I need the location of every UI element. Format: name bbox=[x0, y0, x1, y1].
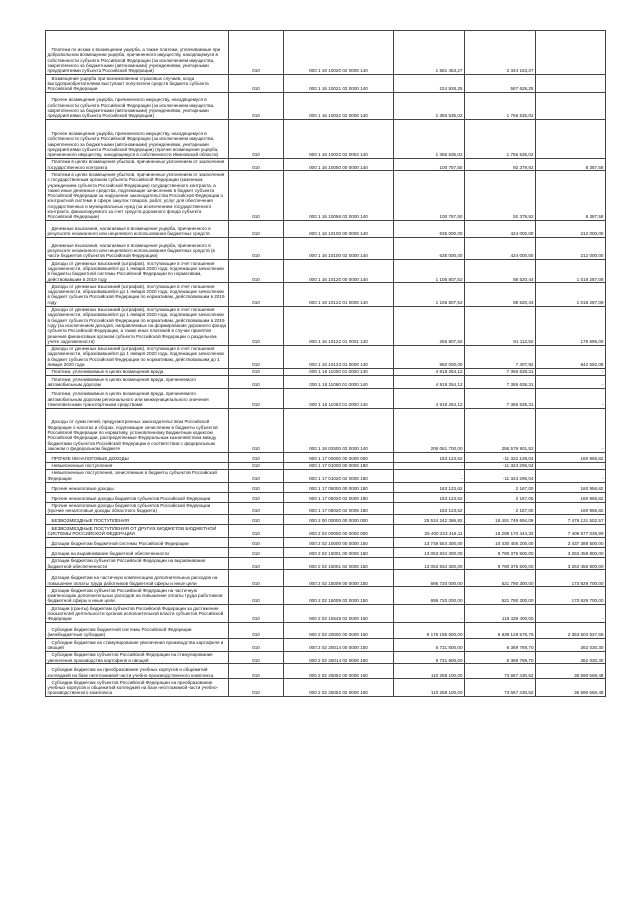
cell-name: Доходы от сумм пеней, предусмотренных законодательством Российской Федерации о налогах и сборах, подлежащие зачислению в бюджеты субъектов Российской Федерации по нормативу, установленному Бюджетным кодексом Российской Федерации, распределяемые Федеральным казначейством между бюджетами субъектов Российской Федерации в соответствии с федеральным законом о федеральном бюджете bbox=[46, 408, 229, 452]
cell-name: Дотации бюджетам субъектов Российской Федерации на выравнивание бюджетной обеспеченности bbox=[46, 557, 229, 570]
cell-v3: 3 437 388 500,00 bbox=[536, 537, 606, 547]
cell-v1: 695 720 000,00 bbox=[394, 570, 465, 587]
cell-kbk: 000 1 16 10020 02 0000 140 bbox=[284, 31, 394, 75]
cell-kbk: 000 1 16 10100 00 0000 140 bbox=[284, 221, 394, 238]
cell-v1: - bbox=[394, 605, 465, 623]
cell-v3: 362 030,30 bbox=[536, 639, 606, 652]
cell-v3: - bbox=[536, 376, 606, 389]
cell-v1: 110 258 100,00 bbox=[394, 679, 465, 697]
cell-code: 010 bbox=[229, 462, 284, 469]
cell-name: Доходы от денежных взысканий (штрафов), поступающие в счет погашения задолженности, образовавшейся до 1 января 2020 года, подлежащие зачислению в бюджеты бюджетной системы Российской Федерации по нормативам, действовавшим в 2019 году bbox=[46, 260, 229, 283]
cell-v1: 13 053 834 300,00 bbox=[394, 557, 465, 570]
cell-v3 bbox=[536, 119, 606, 158]
table-row bbox=[46, 260, 606, 283]
cell-code: 010 bbox=[229, 306, 284, 345]
cell-code: 010 bbox=[229, 651, 284, 664]
cell-v3: - bbox=[536, 469, 606, 482]
cell-v1: 4 919 264,12 bbox=[394, 376, 465, 389]
table-row bbox=[46, 452, 606, 462]
cell-kbk: 000 2 02 15549 02 0000 150 bbox=[284, 605, 394, 623]
cell-name: БЕЗВОЗМЕЗДНЫЕ ПОСТУПЛЕНИЯ ОТ ДРУГИХ БЮДЖЕТОВ БЮДЖЕТНОЙ СИСТЕМЫ РОССИЙСКОЙ ФЕДЕРАЦИИ bbox=[46, 525, 229, 538]
cell-v3: 173 929 700,00 bbox=[536, 587, 606, 605]
cell-v3: - bbox=[536, 388, 606, 408]
cell-kbk: 000 2 02 15001 02 0000 150 bbox=[284, 557, 394, 570]
cell-v2: -11 324 296,04 bbox=[465, 469, 536, 482]
cell-v2: 92 379,92 bbox=[465, 171, 536, 221]
table-row bbox=[46, 570, 606, 587]
cell-code: 010 bbox=[229, 492, 284, 502]
cell-code: 010 bbox=[229, 31, 284, 75]
table-row bbox=[46, 92, 606, 119]
cell-name: Невыясненные поступления bbox=[46, 462, 229, 469]
cell-kbk: 000 1 16 11000 01 0000 140 bbox=[284, 368, 394, 375]
cell-v1: 636 000,00 bbox=[394, 238, 465, 260]
cell-name: Субсидии бюджетам субъектов Российской Федерации на преобразование учебных корпусов и общежитий колледжей на базе неотложимой части учебно-производственного комплекса bbox=[46, 679, 229, 697]
cell-name: Дотации бюджетам субъектов Российской Федерации на частичную компенсацию дополнительных расходов на повышение оплаты труда работников бюджетной сферы и иные цели bbox=[46, 587, 229, 605]
cell-v3: 842 592,08 bbox=[536, 345, 606, 368]
cell-v3: 160 956,82 bbox=[536, 492, 606, 502]
table-row bbox=[46, 368, 606, 375]
cell-kbk: 000 2 02 25014 00 0000 150 bbox=[284, 639, 394, 652]
cell-v1: 224 928,25 bbox=[394, 75, 465, 93]
cell-v1: 1 356 535,02 bbox=[394, 119, 465, 158]
cell-code: 010 bbox=[229, 605, 284, 623]
cell-v2: -11 324 296,04 bbox=[465, 462, 536, 469]
cell-name: Прочие неналоговые доходы бюджетов субъектов Российской Федерации (прочие неналоговые доходы областного бюджета) bbox=[46, 502, 229, 515]
cell-v3: 3 263 458 800,00 bbox=[536, 557, 606, 570]
table-row bbox=[46, 158, 606, 171]
cell-v1: 850 000,00 bbox=[394, 345, 465, 368]
cell-kbk: 000 2 00 00000 00 0000 000 bbox=[284, 515, 394, 525]
cell-v2: 6 369 769,70 bbox=[465, 651, 536, 664]
cell-v3: 36 590 669,48 bbox=[536, 664, 606, 679]
cell-code: 010 bbox=[229, 482, 284, 492]
cell-v3: 362 030,30 bbox=[536, 651, 606, 664]
cell-v3: 160 956,82 bbox=[536, 502, 606, 515]
table-row bbox=[46, 639, 606, 652]
cell-code: 010 bbox=[229, 547, 284, 557]
cell-v1: 1 106 807,52 bbox=[394, 283, 465, 306]
cell-kbk: 000 2 02 25052 00 0000 150 bbox=[284, 664, 394, 679]
cell-kbk: 000 1 16 10022 02 0052 140 bbox=[284, 119, 394, 158]
table-row bbox=[46, 283, 606, 306]
cell-code: 010 bbox=[229, 525, 284, 538]
cell-kbk: 000 2 02 15009 00 0000 150 bbox=[284, 570, 394, 587]
cell-v3: 3 263 458 800,00 bbox=[536, 547, 606, 557]
cell-kbk: 000 2 02 15009 02 0000 150 bbox=[284, 587, 394, 605]
cell-kbk: 000 2 02 20000 00 0000 150 bbox=[284, 623, 394, 639]
cell-v2: 2 167,00 bbox=[465, 492, 536, 502]
cell-v3: 160 956,82 bbox=[536, 482, 606, 492]
cell-v1: 256 807,52 bbox=[394, 306, 465, 345]
cell-v2: 1 756 535,02 bbox=[465, 92, 536, 119]
cell-code: 010 bbox=[229, 570, 284, 587]
table-row bbox=[46, 31, 606, 75]
cell-kbk: 000 1 17 05000 00 0000 180 bbox=[284, 482, 394, 492]
cell-code: 010 bbox=[229, 368, 284, 375]
table-row bbox=[46, 238, 606, 260]
cell-name: Платежи, уплачиваемые в целях возмещения вреда, причиняемого автомобильным дорогам bbox=[46, 376, 229, 389]
cell-v1: 1 581 463,27 bbox=[394, 31, 465, 75]
cell-code: 010 bbox=[229, 537, 284, 547]
cell-v1: - bbox=[394, 462, 465, 469]
cell-v2: 88 520,44 bbox=[465, 283, 536, 306]
cell-v3: 8 387,58 bbox=[536, 158, 606, 171]
table-row bbox=[46, 623, 606, 639]
cell-kbk: 000 1 17 00000 00 0000 000 bbox=[284, 452, 394, 462]
table-row bbox=[46, 306, 606, 345]
cell-name: Доходы от денежных взысканий (штрафов), поступающие в счет погашения задолженности, образовавшейся до 1 января 2020 года, подлежащие зачислению в бюджет субъекта Российской Федерации по нормативам, действовавшим до 1 января 2020 года bbox=[46, 345, 229, 368]
cell-v1: 163 123,62 bbox=[394, 452, 465, 462]
cell-v3: - bbox=[536, 605, 606, 623]
cell-kbk: 000 1 16 10021 02 0000 140 bbox=[284, 75, 394, 93]
cell-code: 010 bbox=[229, 408, 284, 452]
table-row bbox=[46, 664, 606, 679]
cell-v3: 1 018 287,08 bbox=[536, 283, 606, 306]
income-table-body bbox=[46, 31, 606, 697]
cell-name: Возмещение ущерба при возникновении страховых случаев, когда выгодоприобретателями выступают получатели средств бюджета субъекта Российской Федерации bbox=[46, 75, 229, 93]
cell-v3: 1 018 287,08 bbox=[536, 260, 606, 283]
table-row bbox=[46, 515, 606, 525]
cell-kbk: 000 1 18 02500 02 0000 140 bbox=[284, 408, 394, 452]
table-row bbox=[46, 605, 606, 623]
cell-code: 010 bbox=[229, 557, 284, 570]
cell-name: Дотации на выравнивание бюджетной обеспеченности bbox=[46, 547, 229, 557]
cell-v1: 6 731 600,00 bbox=[394, 651, 465, 664]
cell-name: Прочее возмещение ущерба, причиненного имуществу, находящемуся в собственности субъекта Российской Федерации (за исключением имущества, закрепленного за бюджетными (автономными) учреждениями, унитарными предприятиями субъекта Российской Федерации) bbox=[46, 92, 229, 119]
cell-v2: 7 365 638,31 bbox=[465, 376, 536, 389]
cell-v1: 25 524 242 386,92 bbox=[394, 515, 465, 525]
table-row bbox=[46, 525, 606, 538]
cell-code: 010 bbox=[229, 679, 284, 697]
cell-v2: 7 365 638,31 bbox=[465, 388, 536, 408]
cell-v2: 18 491 749 694,09 bbox=[465, 515, 536, 525]
table-row bbox=[46, 388, 606, 408]
cell-name: Субсидии бюджетам субъектов Российской Федерации на стимулирование увеличения производства картофеля и овощей bbox=[46, 651, 229, 664]
cell-name: Денежные взыскания, налагаемые в возмещение ущерба, причиненного в результате незаконного или нецелевого использования бюджетных средств (в части бюджетов субъектов Российской Федерации) bbox=[46, 238, 229, 260]
cell-name: Субсидии бюджетам на стимулирование увеличения производства картофеля и овощей bbox=[46, 639, 229, 652]
cell-kbk: 000 2 02 25014 02 0000 150 bbox=[284, 651, 394, 664]
cell-v2: 521 790 300,00 bbox=[465, 570, 536, 587]
cell-kbk: 000 1 16 10122 01 0000 140 bbox=[284, 283, 394, 306]
cell-v1: 1 106 807,52 bbox=[394, 260, 465, 283]
cell-v2: 6 369 769,70 bbox=[465, 639, 536, 652]
cell-code: 010 bbox=[229, 238, 284, 260]
table-row bbox=[46, 502, 606, 515]
cell-v3: 175 695,00 bbox=[536, 306, 606, 345]
cell-v3 bbox=[536, 75, 606, 93]
table-row bbox=[46, 171, 606, 221]
cell-kbk: 000 1 17 01020 02 0000 180 bbox=[284, 469, 394, 482]
cell-kbk: 000 2 02 10000 00 0000 150 bbox=[284, 537, 394, 547]
table-row bbox=[46, 345, 606, 368]
cell-v3: 2 353 503 637,68 bbox=[536, 623, 606, 639]
cell-v2: 118 439 400,00 bbox=[465, 605, 536, 623]
cell-v1: 163 123,62 bbox=[394, 492, 465, 502]
income-table bbox=[45, 30, 606, 697]
cell-v2: 2 344 163,27 bbox=[465, 31, 536, 75]
cell-v2: -11 322 129,04 bbox=[465, 452, 536, 462]
cell-v2: 7 407,92 bbox=[465, 345, 536, 368]
cell-v3: 160 956,82 bbox=[536, 452, 606, 462]
cell-v2: 73 667 430,52 bbox=[465, 679, 536, 697]
cell-v2: 424 000,00 bbox=[465, 221, 536, 238]
cell-v3: 173 929 700,00 bbox=[536, 570, 606, 587]
cell-v3: 7 409 577 039,99 bbox=[536, 525, 606, 538]
cell-kbk: 000 1 16 10120 00 0000 140 bbox=[284, 260, 394, 283]
cell-kbk: 000 1 17 01000 00 0000 180 bbox=[284, 462, 394, 469]
cell-kbk: 000 1 16 11063 01 0000 140 bbox=[284, 388, 394, 408]
cell-name: БЕЗВОЗМЕЗДНЫЕ ПОСТУПЛЕНИЯ bbox=[46, 515, 229, 525]
cell-v1: 25 400 223 416,11 bbox=[394, 525, 465, 538]
table-row bbox=[46, 221, 606, 238]
cell-name: Невыясненные поступления, зачисляемые в бюджеты субъектов Российской Федерации bbox=[46, 469, 229, 482]
cell-v3: - bbox=[536, 462, 606, 469]
table-row bbox=[46, 119, 606, 158]
cell-code: 010 bbox=[229, 587, 284, 605]
cell-name: Доходы от денежных взысканий (штрафов), поступающие в счет погашения задолженности, образовавшейся до 1 января 2020 года, подлежащие зачислению в бюджет субъекта Российской Федерации по нормативам, действовавшим в 2019 году (за исключением доходов, направляемых на формирование дорожного фонда субъекта Российской Федерации, а также иных платежей в случае принятия решения финансовым органом субъекта Российской Федерации о раздельном учете задолженности) bbox=[46, 306, 229, 345]
cell-v1: 4 919 264,12 bbox=[394, 368, 465, 375]
cell-code: 010 bbox=[229, 92, 284, 119]
cell-name: Денежные взыскания, налагаемые в возмещение ущерба, причиненного в результате незаконного или нецелевого использования бюджетных средств bbox=[46, 221, 229, 238]
cell-v1: 636 000,00 bbox=[394, 221, 465, 238]
cell-code: 010 bbox=[229, 345, 284, 368]
cell-v2: 18 299 170 444,33 bbox=[465, 525, 536, 538]
table-row bbox=[46, 547, 606, 557]
cell-v1: 100 767,50 bbox=[394, 158, 465, 171]
cell-v2: 81 112,52 bbox=[465, 306, 536, 345]
cell-v2: 1 756 535,02 bbox=[465, 119, 536, 158]
cell-v3 bbox=[536, 31, 606, 75]
cell-v2: 7 365 638,31 bbox=[465, 368, 536, 375]
table-row bbox=[46, 651, 606, 664]
cell-v3: 7 476 131 502,57 bbox=[536, 515, 606, 525]
table-row bbox=[46, 587, 606, 605]
cell-v3 bbox=[536, 92, 606, 119]
cell-v3: 212 000,00 bbox=[536, 238, 606, 260]
cell-v1: 13 749 554 300,00 bbox=[394, 537, 465, 547]
cell-v1: - bbox=[394, 469, 465, 482]
cell-v2: 6 838 128 578,76 bbox=[465, 623, 536, 639]
cell-kbk: 000 1 16 10056 02 0000 140 bbox=[284, 171, 394, 221]
cell-code: 010 bbox=[229, 260, 284, 283]
cell-name: Платежи, уплачиваемые в целях возмещения вреда bbox=[46, 368, 229, 375]
cell-code: 010 bbox=[229, 469, 284, 482]
cell-v2: 521 790 300,00 bbox=[465, 587, 536, 605]
cell-v1: 163 123,62 bbox=[394, 502, 465, 515]
cell-v3: 36 590 669,48 bbox=[536, 679, 606, 697]
cell-v1: 1 356 535,02 bbox=[394, 92, 465, 119]
cell-v1: 163 123,62 bbox=[394, 482, 465, 492]
table-row bbox=[46, 482, 606, 492]
cell-name: ПРОЧИЕ НЕНАЛОГОВЫЕ ДОХОДЫ bbox=[46, 452, 229, 462]
cell-v2: 9 790 375 500,00 bbox=[465, 557, 536, 570]
cell-code: 010 bbox=[229, 221, 284, 238]
table-row bbox=[46, 376, 606, 389]
cell-name: Дотации бюджетам бюджетной системы Российской Федерации bbox=[46, 537, 229, 547]
cell-name: Доходы от денежных взысканий (штрафов), поступающие в счет погашения задолженности, образовавшейся до 1 января 2020 года, подлежащие зачислению в бюджет субъекта Российской Федерации по нормативам, действовавшим в 2019 году bbox=[46, 283, 229, 306]
cell-code: 010 bbox=[229, 119, 284, 158]
cell-v3: - bbox=[536, 408, 606, 452]
cell-v3: 212 000,00 bbox=[536, 221, 606, 238]
table-row bbox=[46, 469, 606, 482]
cell-kbk: 000 1 17 05020 02 0000 180 bbox=[284, 492, 394, 502]
cell-v2: 587 628,25 bbox=[465, 75, 536, 93]
cell-code: 010 bbox=[229, 623, 284, 639]
cell-code: 010 bbox=[229, 171, 284, 221]
cell-code: 010 bbox=[229, 502, 284, 515]
cell-kbk: 000 2 02 15001 00 0000 150 bbox=[284, 547, 394, 557]
cell-v1: 695 720 000,00 bbox=[394, 587, 465, 605]
cell-v2: 10 430 405 200,00 bbox=[465, 537, 536, 547]
table-row bbox=[46, 408, 606, 452]
cell-kbk: 000 1 16 10100 02 0000 140 bbox=[284, 238, 394, 260]
cell-name: Прочее возмещение ущерба, причиненного имуществу, находящемуся в собственности субъекта Российской Федерации (за исключением имущества, закрепленного за бюджетными (автономными) учреждениями, унитарными предприятиями субъекта Российской Федерации) (прочее возмещение ущерба, причиненного имуществу, находящемуся в собственности Ивановской области) bbox=[46, 119, 229, 158]
cell-code: 010 bbox=[229, 639, 284, 652]
table-row bbox=[46, 75, 606, 93]
cell-v3: - bbox=[536, 368, 606, 375]
cell-v2: 2 167,00 bbox=[465, 482, 536, 492]
cell-kbk: 000 1 16 10123 01 0000 140 bbox=[284, 345, 394, 368]
cell-kbk: 000 1 16 10122 01 0001 140 bbox=[284, 306, 394, 345]
cell-code: 010 bbox=[229, 452, 284, 462]
cell-name: Прочие неналоговые доходы bbox=[46, 482, 229, 492]
cell-name: Дотации бюджетам на частичную компенсацию дополнительных расходов на повышение оплаты труда работников бюджетной сферы и иные цели bbox=[46, 570, 229, 587]
cell-kbk: 000 2 02 25052 02 0000 150 bbox=[284, 679, 394, 697]
cell-v2: 256 579 901,52 bbox=[465, 408, 536, 452]
cell-v3: 8 387,58 bbox=[536, 171, 606, 221]
cell-v2: 92 379,92 bbox=[465, 158, 536, 171]
cell-v1: 206 061 700,00 bbox=[394, 408, 465, 452]
cell-v2: 88 520,44 bbox=[465, 260, 536, 283]
cell-name: Субсидии бюджетам на преобразование учебных корпусов и общежитий колледжей на базе неотложимой части учебно-производственного комплекса bbox=[46, 664, 229, 679]
table-row bbox=[46, 492, 606, 502]
table-row bbox=[46, 462, 606, 469]
cell-name: Платежи по искам о возмещении ущерба, а также платежи, уплачиваемые при добровольном возмещении ущерба, причиненного имуществу, находящемуся в собственности субъекта Российской Федерации (за исключением имущества, закрепленного за бюджетными (автономными) учреждениями, унитарными предприятиями субъекта Российской Федерации) bbox=[46, 31, 229, 75]
cell-code: 010 bbox=[229, 376, 284, 389]
cell-name: Платежи, уплачиваемые в целях возмещения вреда, причиняемого автомобильным дорогам регионального или межмуниципального значения тяжеловесными транспортными средствами bbox=[46, 388, 229, 408]
cell-kbk: 000 1 16 11060 01 0000 140 bbox=[284, 376, 394, 389]
cell-v2: 2 167,00 bbox=[465, 502, 536, 515]
cell-v2: 424 000,00 bbox=[465, 238, 536, 260]
cell-code: 010 bbox=[229, 664, 284, 679]
cell-v1: 13 053 834 300,00 bbox=[394, 547, 465, 557]
cell-v1: 100 767,50 bbox=[394, 171, 465, 221]
table-row bbox=[46, 679, 606, 697]
table-row bbox=[46, 557, 606, 570]
cell-v2: 9 790 375 500,00 bbox=[465, 547, 536, 557]
table-row bbox=[46, 537, 606, 547]
cell-kbk: 000 1 16 10050 00 0000 140 bbox=[284, 158, 394, 171]
cell-v1: 110 258 100,00 bbox=[394, 664, 465, 679]
cell-code: 010 bbox=[229, 515, 284, 525]
cell-v1: 6 731 600,00 bbox=[394, 639, 465, 652]
cell-kbk: 000 1 17 05020 02 0006 180 bbox=[284, 502, 394, 515]
cell-name: Дотации (гранты) бюджетам субъектов Российской Федерации за достижение показателей деятельности органов исполнительной власти субъектов Российской Федерации bbox=[46, 605, 229, 623]
cell-code: 010 bbox=[229, 75, 284, 93]
cell-kbk: 000 1 16 10022 02 0000 140 bbox=[284, 92, 394, 119]
cell-code: 010 bbox=[229, 388, 284, 408]
cell-code: 010 bbox=[229, 158, 284, 171]
cell-v1: 9 175 195 600,00 bbox=[394, 623, 465, 639]
cell-v2: 73 667 430,52 bbox=[465, 664, 536, 679]
cell-v1: 4 919 264,12 bbox=[394, 388, 465, 408]
cell-name: Платежи в целях возмещения убытков, причиненных уклонением от заключения с государственным органом субъекта Российской Федерации (казенным учреждением субъекта Российской Федерации) государственного контракта, а также иные денежные средства, подлежащие зачислению в бюджет субъекта Российской Федерации за нарушение законодательства Российской Федерации о контрактной системе в сфере закупок товаров, работ, услуг для обеспечения государственных и муниципальных нужд (за исключением государственного контракта, финансируемого за счет средств дорожного фонда субъекта Российской Федерации) bbox=[46, 171, 229, 221]
cell-name: Субсидии бюджетам бюджетной системы Российской Федерации (межбюджетные субсидии) bbox=[46, 623, 229, 639]
cell-name: Прочие неналоговые доходы бюджетов субъектов Российской Федерации bbox=[46, 492, 229, 502]
cell-code: 010 bbox=[229, 283, 284, 306]
cell-kbk: 000 2 02 00000 00 0000 000 bbox=[284, 525, 394, 538]
cell-name: Платежи в целях возмещения убытков, причиненных уклонением от заключения государственного контракта bbox=[46, 158, 229, 171]
